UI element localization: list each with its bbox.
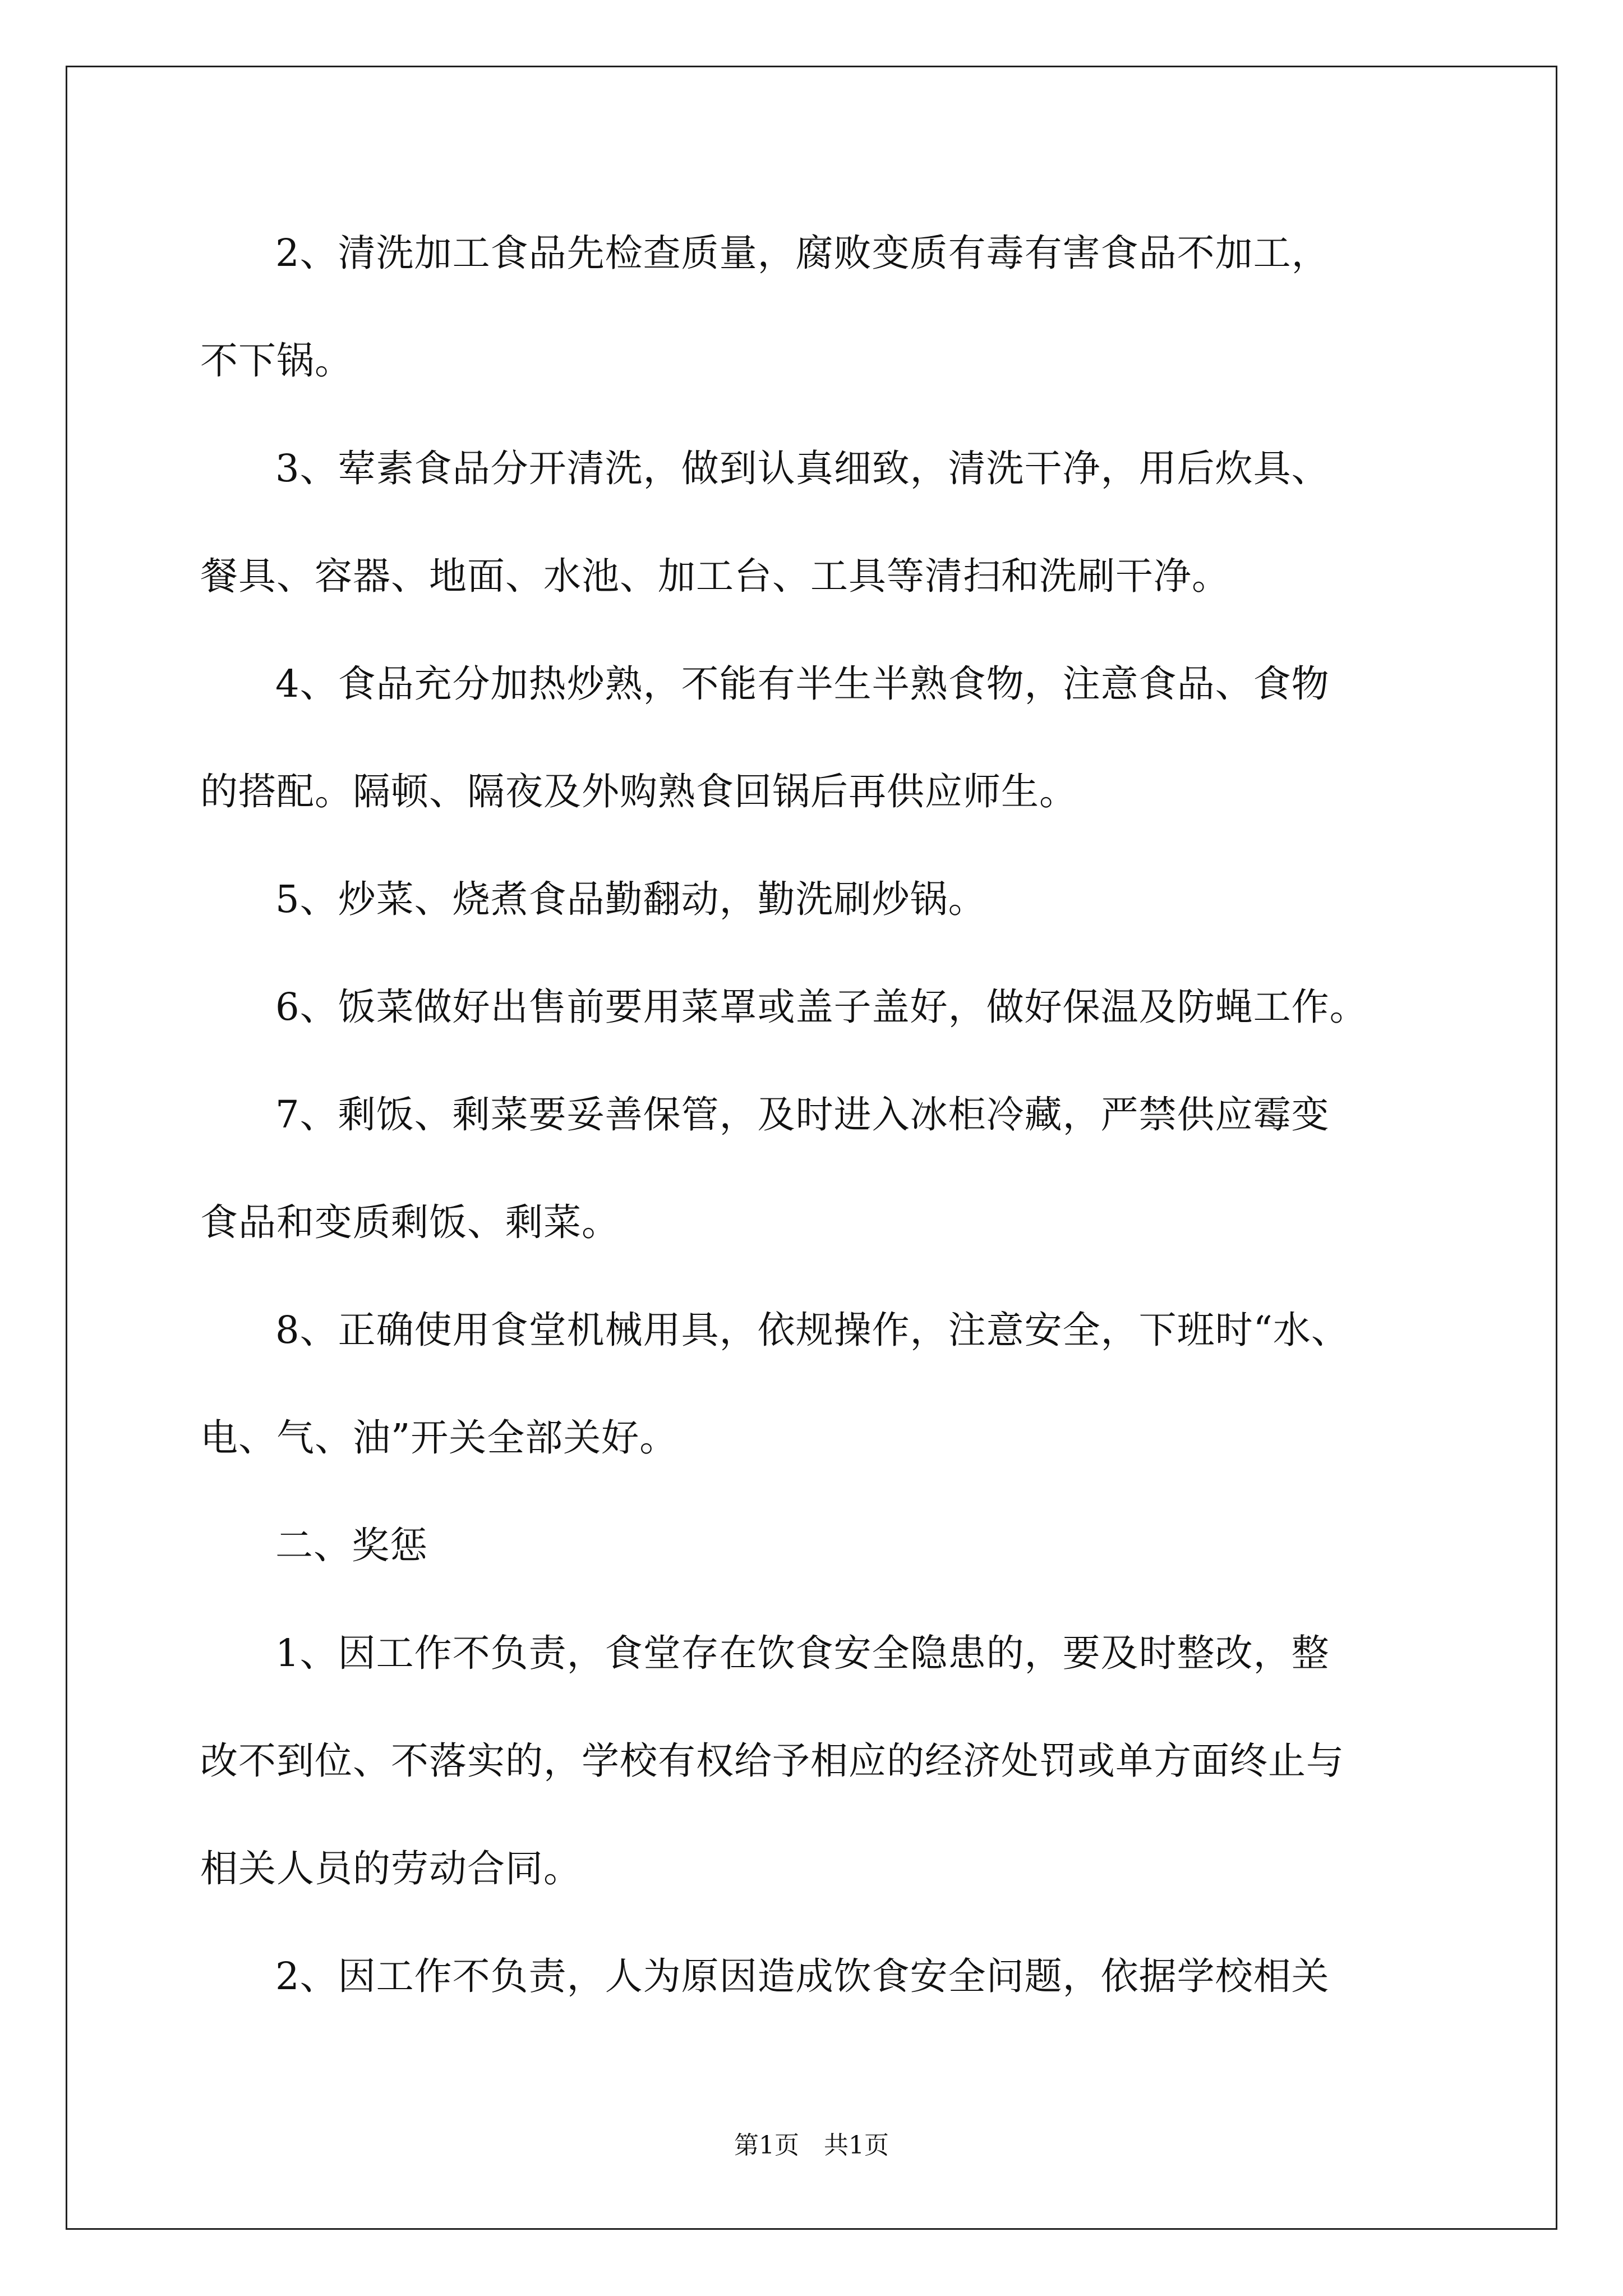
paragraph-line: 的搭配。隔顿、隔夜及外购熟食回锅后再供应师生。	[200, 770, 1077, 813]
section-heading: 二、奖惩	[275, 1524, 428, 1567]
paragraph-line: 改不到位、不落实的，学校有权给予相应的经济处罚或单方面终止与	[200, 1739, 1344, 1783]
paragraph-line: 6、饭菜做好出售前要用菜罩或盖子盖好，做好保温及防蝇工作。	[275, 985, 1368, 1029]
paragraph-line: 3、荤素食品分开清洗，做到认真细致，清洗干净，用后炊具、	[275, 447, 1330, 490]
document-body	[200, 199, 1434, 2030]
paragraph-line: 不下锅。	[200, 339, 353, 383]
paragraph-line: 5、炒菜、烧煮食品勤翻动，勤洗刷炒锅。	[275, 877, 986, 921]
paragraph-line: 餐具、容器、地面、水池、加工台、工具等清扫和洗刷干净。	[200, 554, 1230, 598]
paragraph-line: 食品和变质剩饭、剩菜。	[200, 1200, 620, 1244]
paragraph-line: 7、剩饭、剩菜要妥善保管，及时进入冰柜冷藏，严禁供应霉变	[275, 1093, 1330, 1137]
paragraph-line: 1、因工作不负责，食堂存在饮食安全隐患的，要及时整改，整	[275, 1631, 1330, 1675]
paragraph-line: 电、气、油”开关全部关好。	[200, 1416, 678, 1460]
page-number-footer: 第1页 共1页	[734, 2131, 889, 2160]
paragraph-line: 2、因工作不负责，人为原因造成饮食安全问题，依据学校相关	[275, 1954, 1330, 1998]
paragraph-line: 4、食品充分加热炒熟，不能有半生半熟食物，注意食品、食物	[275, 662, 1330, 706]
paragraph-line: 8、正确使用食堂机械用具，依规操作，注意安全，下班时“水、	[275, 1308, 1349, 1352]
paragraph-line: 相关人员的劳动合同。	[200, 1847, 582, 1890]
paragraph-line: 2、清洗加工食品先检查质量，腐败变质有毒有害食品不加工，	[275, 231, 1330, 275]
